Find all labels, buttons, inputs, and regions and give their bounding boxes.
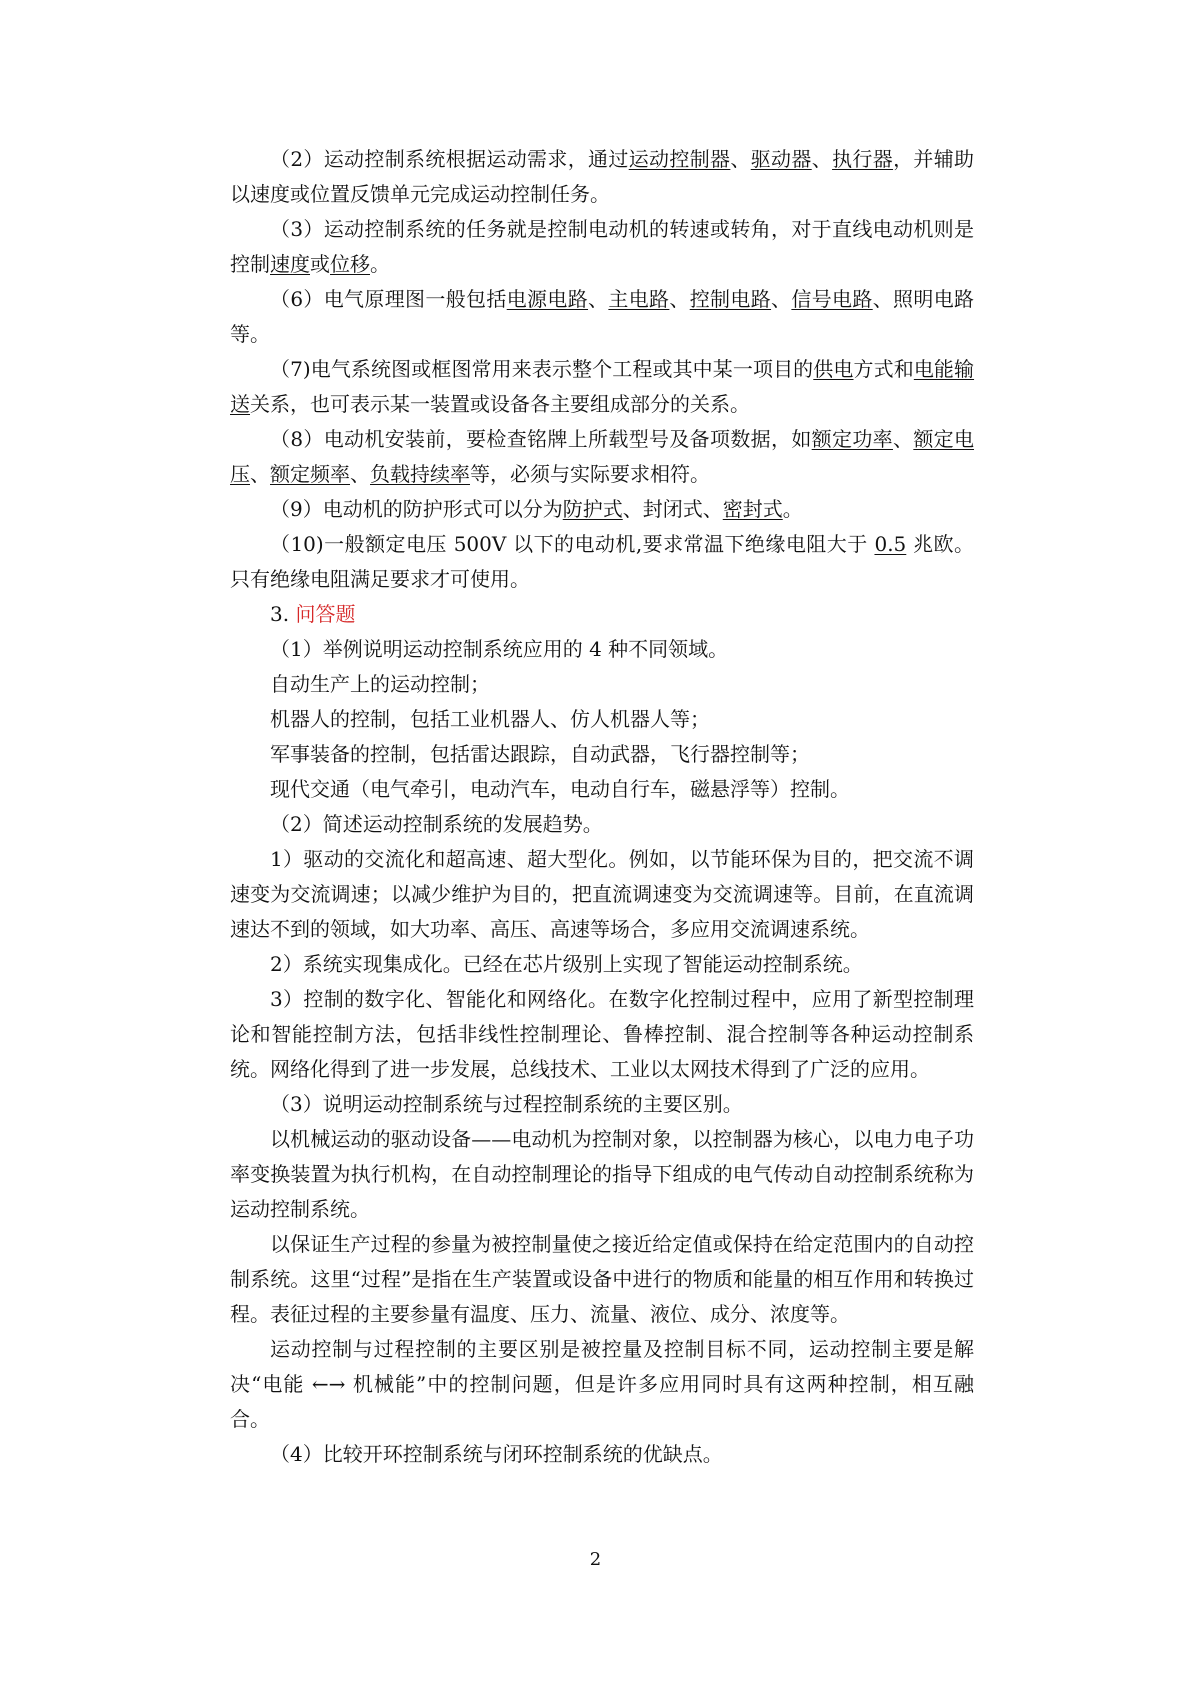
section-title: 问答题 (295, 602, 356, 626)
answer-blank: 执行器 (832, 147, 894, 171)
answer-blank: 负载持续率 (370, 462, 470, 486)
fill-in-item-7: （7)电气系统图或框图常用来表示整个工程或其中某一项目的供电方式和电能输送关系，也可表示某一装置或设备各主要组成部分的关系。 (230, 357, 975, 416)
answer-blank: 信号电路 (791, 287, 873, 311)
answer-paragraph: 3）控制的数字化、智能化和网络化。在数字化控制过程中，应用了新型控制理论和智能控制方法，包括非线性控制理论、鲁棒控制、混合控制等各种运动控制系统。网络化得到了进一步发展，总线技术、工业以太网技术得到了广泛的应用。 (230, 987, 974, 1081)
answer-blank: 密封式 (722, 497, 783, 521)
page-number: 2 (589, 1549, 602, 1570)
answer-blank: 供电 (813, 357, 854, 381)
answer-line: 现代交通（电气牵引，电动汽车，电动自行车，磁悬浮等）控制。 (270, 777, 850, 801)
answer-paragraph: 2）系统实现集成化。已经在芯片级别上实现了智能运动控制系统。 (270, 952, 863, 976)
section-number: 3. (270, 602, 290, 626)
fill-in-item-8: （8）电动机安装前，要检查铭牌上所载型号及备项数据，如额定功率、额定电压、额定频率、负载持续率等，必须与实际要求相符。 (230, 427, 975, 486)
fill-in-item-3: （3）运动控制系统的任务就是控制电动机的转速或转角，对于直线电动机则是控制速度或位移。 (230, 217, 974, 276)
answer-line: 自动生产上的运动控制； (270, 672, 490, 696)
fill-in-item-2: （2）运动控制系统根据运动需求，通过运动控制器、驱动器、执行器，并辅助以速度或位置反馈单元完成运动控制任务。 (230, 147, 975, 206)
answer-paragraph: 以机械运动的驱动设备——电动机为控制对象，以控制器为核心，以电力电子功率变换装置为执行机构，在自动控制理论的指导下组成的电气传动自动控制系统称为运动控制系统。 (230, 1127, 974, 1221)
fill-in-item-10: （10)一般额定电压 500V 以下的电动机,要求常温下绝缘电阻大于 0.5 兆欧。只有绝缘电阻满足要求才可使用。 (230, 532, 974, 591)
fill-in-item-9: （9）电动机的防护形式可以分为防护式、封闭式、密封式。 (270, 497, 803, 521)
answer-blank: 额定电压 (230, 427, 975, 486)
question-3: （3）说明运动控制系统与过程控制系统的主要区别。 (270, 1092, 743, 1116)
answer-blank: 0.5 (874, 532, 907, 556)
answer-blank: 防护式 (562, 497, 623, 521)
document-page (230, 142, 974, 1472)
answer-blank: 电源电路 (506, 287, 589, 311)
answer-blank: 额定功率 (811, 427, 893, 451)
fill-in-item-6: （6）电气原理图一般包括电源电路、主电路、控制电路、信号电路、照明电路等。 (230, 287, 975, 346)
question-2: （2）简述运动控制系统的发展趋势。 (270, 812, 603, 836)
answer-blank: 控制电路 (689, 287, 772, 311)
answer-line: 机器人的控制，包括工业机器人、仿人机器人等； (270, 707, 710, 731)
answer-blank: 主电路 (608, 287, 670, 311)
answer-blank: 速度 (270, 252, 310, 276)
answer-blank: 电能输送 (230, 357, 975, 416)
answer-blank: 运动控制器 (628, 147, 731, 171)
question-4: （4）比较开环控制系统与闭环控制系统的优缺点。 (270, 1442, 723, 1466)
answer-paragraph: 1）驱动的交流化和超高速、超大型化。例如，以节能环保为目的，把交流不调速变为交流调速；以减少维护为目的，把直流调速变为交流调速等。目前，在直流调速达不到的领域，如大功率、高压、高速等场合，多应用交流调速系统。 (230, 847, 974, 941)
answer-blank: 驱动器 (750, 147, 812, 171)
answer-blank: 额定频率 (270, 462, 350, 486)
section-heading (270, 597, 974, 632)
answer-line: 军事装备的控制，包括雷达跟踪，自动武器，飞行器控制等； (270, 742, 810, 766)
answer-paragraph: 运动控制与过程控制的主要区别是被控量及控制目标不同，运动控制主要是解决“电能 ←→ 机械能”中的控制问题，但是许多应用同时具有这两种控制，相互融合。 (230, 1337, 974, 1431)
answer-blank: 位移 (330, 252, 370, 276)
question-1: （1）举例说明运动控制系统应用的 4 种不同领域。 (270, 637, 729, 661)
answer-paragraph: 以保证生产过程的参量为被控制量使之接近给定值或保持在给定范围内的自动控制系统。这里“过程”是指在生产装置或设备中进行的物质和能量的相互作用和转换过程。表征过程的主要参量有温度、压力、流量、液位、成分、浓度等。 (230, 1232, 974, 1326)
